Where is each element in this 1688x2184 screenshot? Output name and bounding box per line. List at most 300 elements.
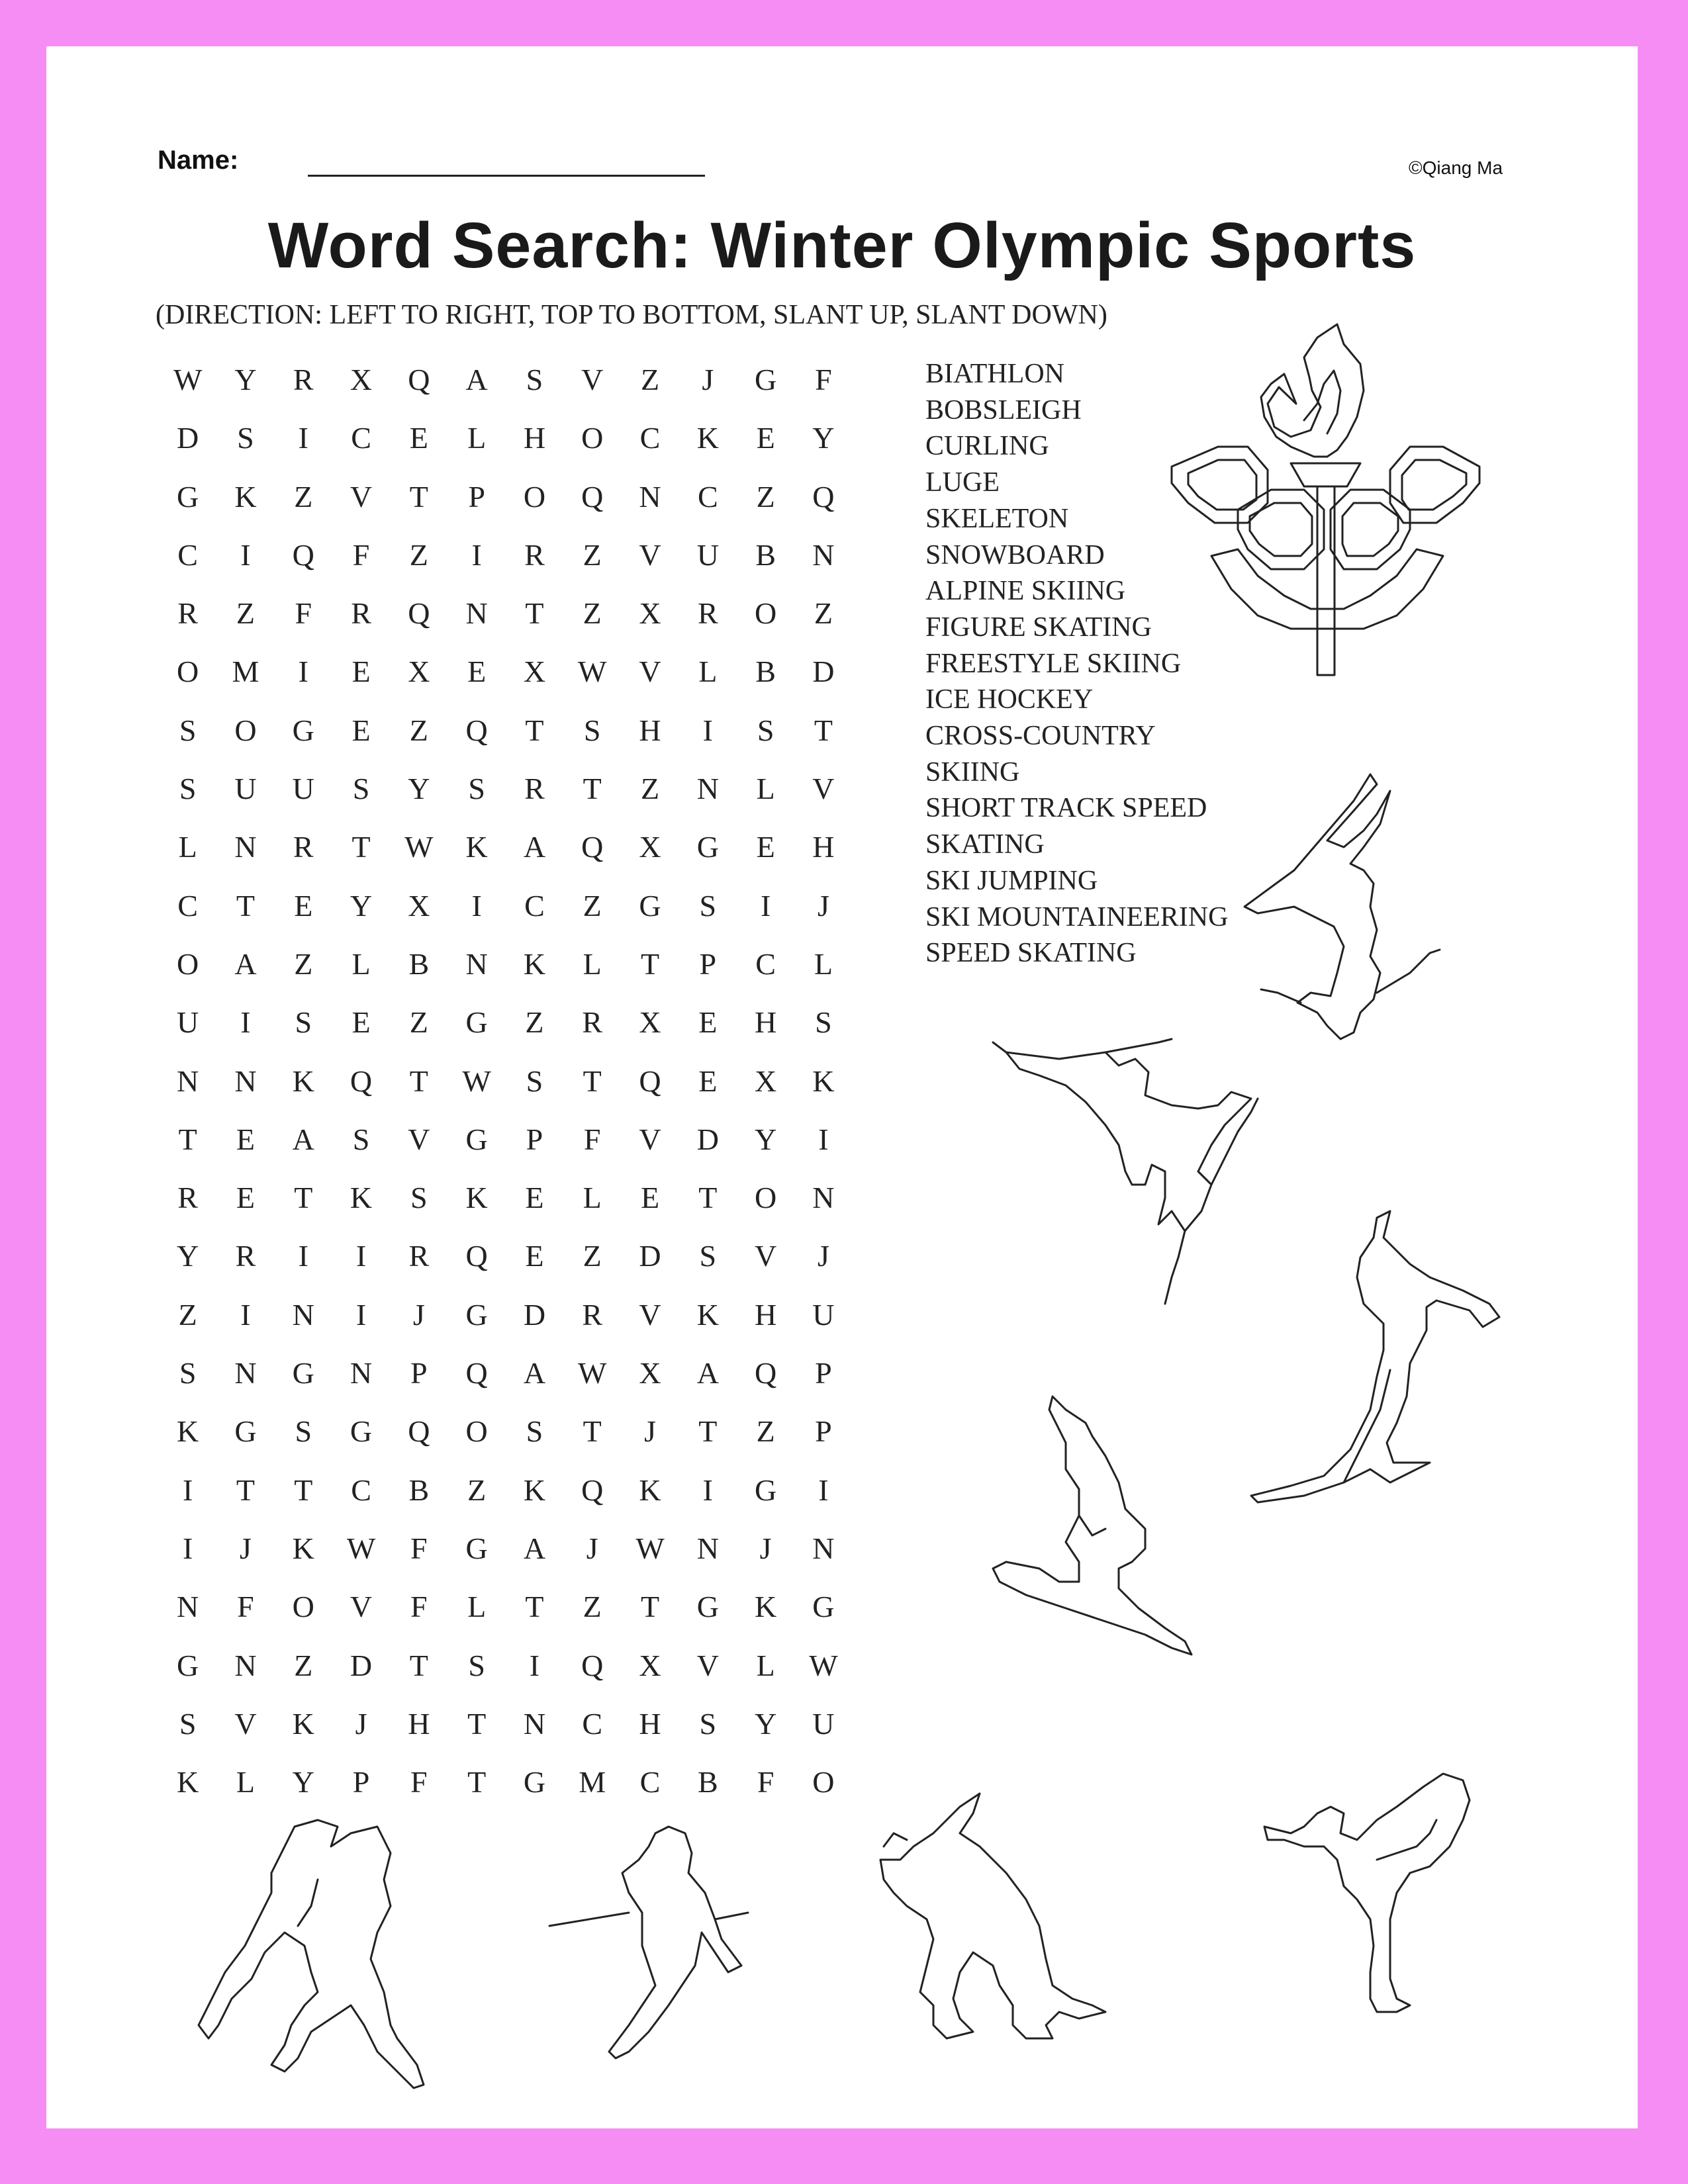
grid-letter[interactable]: Z [409, 537, 428, 572]
grid-letter[interactable]: J [702, 363, 714, 396]
grid-letter[interactable]: S [179, 713, 197, 747]
grid-letter[interactable]: K [696, 1297, 719, 1332]
grid-letter[interactable]: Z [294, 946, 313, 981]
grid-letter[interactable]: Y [812, 421, 835, 455]
grid-letter[interactable]: J [355, 1706, 367, 1741]
grid-letter[interactable]: C [582, 1706, 603, 1741]
grid-letter[interactable]: O [812, 1765, 835, 1799]
grid-letter[interactable]: O [177, 946, 199, 981]
grid-letter[interactable]: S [699, 1239, 717, 1273]
grid-letter[interactable]: N [639, 479, 661, 514]
grid-letter[interactable]: V [581, 363, 604, 396]
grid-letter[interactable]: T [583, 1064, 602, 1098]
grid-letter[interactable]: G [292, 1356, 314, 1390]
grid-letter[interactable]: B [755, 655, 776, 689]
grid-letter[interactable]: S [815, 1005, 832, 1040]
grid-letter[interactable]: S [295, 1414, 312, 1449]
grid-letter[interactable]: W [809, 1648, 838, 1682]
grid-letter[interactable]: R [177, 596, 198, 631]
grid-letter[interactable]: H [639, 713, 661, 747]
grid-letter[interactable]: H [755, 1297, 777, 1332]
grid-letter[interactable]: N [812, 1531, 835, 1565]
grid-letter[interactable]: T [640, 946, 660, 981]
grid-letter[interactable]: Z [178, 1297, 197, 1332]
grid-letter[interactable]: X [639, 1648, 661, 1682]
grid-letter[interactable]: Q [581, 479, 604, 514]
grid-letter[interactable]: R [293, 830, 314, 864]
grid-letter[interactable]: N [465, 946, 488, 981]
grid-letter[interactable]: F [757, 1765, 774, 1799]
grid-letter[interactable]: A [234, 946, 257, 981]
grid-letter[interactable]: K [639, 1473, 661, 1507]
grid-letter[interactable]: U [812, 1297, 835, 1332]
grid-letter[interactable]: F [410, 1765, 428, 1799]
grid-letter[interactable]: Q [581, 1648, 604, 1682]
grid-letter[interactable]: C [177, 537, 198, 572]
grid-letter[interactable]: I [818, 1473, 829, 1507]
grid-letter[interactable]: R [177, 1181, 198, 1215]
grid-letter[interactable]: Z [814, 596, 833, 631]
grid-letter[interactable]: N [812, 537, 835, 572]
grid-letter[interactable]: U [812, 1706, 835, 1741]
grid-letter[interactable]: Y [177, 1239, 199, 1273]
grid-letter[interactable]: U [234, 772, 257, 806]
grid-letter[interactable]: Z [583, 596, 602, 631]
grid-letter[interactable]: P [352, 1765, 370, 1799]
grid-letter[interactable]: P [526, 1122, 543, 1156]
grid-letter[interactable]: O [755, 1181, 777, 1215]
grid-letter[interactable]: Z [583, 1590, 602, 1624]
grid-letter[interactable]: N [234, 830, 257, 864]
grid-letter[interactable]: C [755, 946, 776, 981]
grid-letter[interactable]: Q [581, 1473, 604, 1507]
grid-letter[interactable]: E [352, 655, 371, 689]
grid-letter[interactable]: W [578, 655, 607, 689]
grid-letter[interactable]: R [524, 537, 545, 572]
grid-letter[interactable]: T [409, 1064, 428, 1098]
grid-letter[interactable]: V [755, 1239, 777, 1273]
grid-letter[interactable]: M [232, 655, 259, 689]
grid-letter[interactable]: Z [409, 1005, 428, 1040]
grid-letter[interactable]: R [235, 1239, 256, 1273]
grid-letter[interactable]: S [237, 421, 254, 455]
grid-letter[interactable]: I [298, 1239, 308, 1273]
grid-letter[interactable]: I [471, 537, 482, 572]
grid-letter[interactable]: V [234, 1706, 257, 1741]
grid-letter[interactable]: G [812, 1590, 835, 1624]
grid-letter[interactable]: D [177, 421, 199, 455]
grid-letter[interactable]: G [639, 888, 661, 923]
grid-letter[interactable]: L [178, 830, 197, 864]
grid-letter[interactable]: O [581, 421, 604, 455]
grid-letter[interactable]: V [639, 1297, 661, 1332]
grid-letter[interactable]: E [467, 655, 487, 689]
grid-letter[interactable]: T [467, 1765, 487, 1799]
grid-letter[interactable]: G [234, 1414, 257, 1449]
grid-letter[interactable]: Z [756, 1414, 775, 1449]
grid-letter[interactable]: S [526, 1414, 543, 1449]
grid-letter[interactable]: P [815, 1414, 832, 1449]
grid-letter[interactable]: Y [350, 888, 373, 923]
grid-letter[interactable]: Z [583, 888, 602, 923]
grid-letter[interactable]: G [465, 1531, 488, 1565]
grid-letter[interactable]: G [523, 1765, 546, 1799]
grid-letter[interactable]: J [239, 1531, 252, 1565]
grid-letter[interactable]: S [179, 1356, 197, 1390]
grid-letter[interactable]: F [815, 363, 832, 396]
grid-letter[interactable]: Z [236, 596, 255, 631]
grid-letter[interactable]: H [812, 830, 835, 864]
grid-letter[interactable]: G [177, 479, 199, 514]
grid-letter[interactable]: E [352, 713, 371, 747]
grid-letter[interactable]: L [467, 421, 487, 455]
grid-letter[interactable]: Q [465, 1356, 488, 1390]
grid-letter[interactable]: M [579, 1765, 606, 1799]
grid-letter[interactable]: Z [294, 479, 313, 514]
grid-letter[interactable]: T [294, 1181, 313, 1215]
grid-letter[interactable]: L [583, 946, 602, 981]
grid-letter[interactable]: O [523, 479, 546, 514]
grid-letter[interactable]: Z [409, 713, 428, 747]
grid-letter[interactable]: I [240, 1005, 251, 1040]
grid-letter[interactable]: T [236, 1473, 255, 1507]
grid-letter[interactable]: T [640, 1590, 660, 1624]
grid-letter[interactable]: U [696, 537, 719, 572]
grid-letter[interactable]: P [468, 479, 485, 514]
grid-letter[interactable]: K [696, 421, 719, 455]
grid-letter[interactable]: X [408, 655, 430, 689]
grid-letter[interactable]: F [237, 1590, 254, 1624]
grid-letter[interactable]: A [696, 1356, 719, 1390]
grid-letter[interactable]: T [814, 713, 833, 747]
grid-letter[interactable]: H [408, 1706, 430, 1741]
grid-letter[interactable]: I [702, 1473, 713, 1507]
grid-letter[interactable]: L [467, 1590, 487, 1624]
grid-letter[interactable]: D [696, 1122, 719, 1156]
grid-letter[interactable]: J [817, 888, 829, 923]
grid-letter[interactable]: Q [581, 830, 604, 864]
grid-letter[interactable]: X [523, 655, 546, 689]
grid-letter[interactable]: S [410, 1181, 428, 1215]
grid-letter[interactable]: J [644, 1414, 656, 1449]
grid-letter[interactable]: N [234, 1648, 257, 1682]
grid-letter[interactable]: Z [640, 772, 660, 806]
grid-letter[interactable]: I [240, 1297, 251, 1332]
grid-letter[interactable]: S [757, 713, 774, 747]
grid-letter[interactable]: B [408, 1473, 430, 1507]
grid-letter[interactable]: L [756, 772, 775, 806]
grid-letter[interactable]: L [698, 655, 718, 689]
grid-letter[interactable]: Q [292, 537, 314, 572]
grid-letter[interactable]: R [293, 363, 314, 396]
grid-letter[interactable]: I [240, 537, 251, 572]
grid-letter[interactable]: K [292, 1706, 314, 1741]
grid-letter[interactable]: U [292, 772, 314, 806]
grid-letter[interactable]: F [410, 1590, 428, 1624]
grid-letter[interactable]: C [639, 1765, 661, 1799]
grid-letter[interactable]: K [465, 1181, 488, 1215]
grid-letter[interactable]: V [408, 1122, 430, 1156]
grid-letter[interactable]: V [350, 479, 373, 514]
grid-letter[interactable]: L [236, 1765, 255, 1799]
grid-letter[interactable]: Q [465, 1239, 488, 1273]
grid-letter[interactable]: K [755, 1590, 777, 1624]
grid-letter[interactable]: C [639, 421, 661, 455]
grid-letter[interactable]: R [408, 1239, 430, 1273]
grid-letter[interactable]: H [523, 421, 546, 455]
grid-letter[interactable]: Z [583, 537, 602, 572]
grid-letter[interactable]: C [351, 1473, 371, 1507]
grid-letter[interactable]: V [639, 655, 661, 689]
grid-letter[interactable]: T [409, 1648, 428, 1682]
grid-letter[interactable]: C [351, 421, 371, 455]
grid-letter[interactable]: O [177, 655, 199, 689]
grid-letter[interactable]: I [298, 421, 308, 455]
grid-letter[interactable]: B [697, 1765, 718, 1799]
grid-letter[interactable]: T [525, 713, 544, 747]
grid-letter[interactable]: T [698, 1181, 718, 1215]
grid-letter[interactable]: O [755, 596, 777, 631]
grid-letter[interactable]: K [812, 1064, 835, 1098]
grid-letter[interactable]: W [578, 1356, 607, 1390]
grid-letter[interactable]: S [352, 1122, 370, 1156]
grid-letter[interactable]: G [696, 830, 719, 864]
grid-letter[interactable]: J [586, 1531, 598, 1565]
grid-letter[interactable]: I [529, 1648, 540, 1682]
grid-letter[interactable]: E [698, 1064, 718, 1098]
grid-letter[interactable]: D [639, 1239, 661, 1273]
grid-letter[interactable]: S [526, 363, 543, 396]
grid-letter[interactable]: X [350, 363, 373, 396]
grid-letter[interactable]: K [177, 1414, 199, 1449]
grid-letter[interactable]: L [352, 946, 371, 981]
grid-letter[interactable]: Q [812, 479, 835, 514]
grid-letter[interactable]: O [234, 713, 257, 747]
grid-letter[interactable]: S [295, 1005, 312, 1040]
grid-letter[interactable]: X [639, 1005, 661, 1040]
grid-letter[interactable]: L [814, 946, 833, 981]
grid-letter[interactable]: I [355, 1297, 367, 1332]
grid-letter[interactable]: E [756, 421, 775, 455]
grid-letter[interactable]: E [525, 1181, 544, 1215]
grid-letter[interactable]: F [352, 537, 370, 572]
grid-letter[interactable]: L [583, 1181, 602, 1215]
grid-letter[interactable]: C [524, 888, 545, 923]
grid-letter[interactable]: S [468, 772, 485, 806]
grid-letter[interactable]: Y [755, 1122, 777, 1156]
grid-letter[interactable]: C [177, 888, 198, 923]
grid-letter[interactable]: N [177, 1590, 199, 1624]
grid-letter[interactable]: Q [755, 1356, 777, 1390]
grid-letter[interactable]: S [699, 1706, 717, 1741]
grid-letter[interactable]: G [465, 1297, 488, 1332]
grid-letter[interactable]: A [523, 1356, 546, 1390]
grid-letter[interactable]: I [471, 888, 482, 923]
grid-letter[interactable]: K [292, 1531, 314, 1565]
grid-letter[interactable]: D [523, 1297, 546, 1332]
grid-letter[interactable]: A [523, 830, 546, 864]
grid-letter[interactable]: A [523, 1531, 546, 1565]
grid-letter[interactable]: P [410, 1356, 428, 1390]
grid-letter[interactable]: B [408, 946, 430, 981]
grid-letter[interactable]: S [526, 1064, 543, 1098]
grid-letter[interactable]: Q [350, 1064, 373, 1098]
grid-letter[interactable]: Q [408, 1414, 430, 1449]
grid-letter[interactable]: N [292, 1297, 314, 1332]
grid-letter[interactable]: R [351, 596, 371, 631]
grid-letter[interactable]: K [523, 946, 546, 981]
grid-letter[interactable]: I [355, 1239, 367, 1273]
grid-letter[interactable]: I [818, 1122, 829, 1156]
grid-letter[interactable]: E [236, 1181, 255, 1215]
grid-letter[interactable]: T [467, 1706, 487, 1741]
grid-letter[interactable]: I [182, 1531, 193, 1565]
grid-letter[interactable]: Q [408, 363, 430, 396]
grid-letter[interactable]: G [755, 1473, 777, 1507]
grid-letter[interactable]: T [698, 1414, 718, 1449]
grid-letter[interactable]: Y [292, 1765, 314, 1799]
grid-letter[interactable]: X [639, 1356, 661, 1390]
grid-letter[interactable]: S [179, 1706, 197, 1741]
grid-letter[interactable]: I [760, 888, 771, 923]
grid-letter[interactable]: T [236, 888, 255, 923]
grid-letter[interactable]: K [350, 1181, 373, 1215]
grid-letter[interactable]: L [756, 1648, 775, 1682]
grid-letter[interactable]: N [523, 1706, 546, 1741]
grid-letter[interactable]: Z [467, 1473, 487, 1507]
grid-letter[interactable]: Y [234, 363, 257, 396]
grid-letter[interactable]: W [404, 830, 434, 864]
grid-letter[interactable]: X [755, 1064, 777, 1098]
grid-letter[interactable]: K [523, 1473, 546, 1507]
grid-letter[interactable]: G [465, 1122, 488, 1156]
grid-letter[interactable]: D [812, 655, 835, 689]
grid-letter[interactable]: T [409, 479, 428, 514]
grid-letter[interactable]: X [639, 830, 661, 864]
grid-letter[interactable]: V [639, 1122, 661, 1156]
grid-letter[interactable]: N [812, 1181, 835, 1215]
grid-letter[interactable]: I [182, 1473, 193, 1507]
grid-letter[interactable]: V [696, 1648, 719, 1682]
grid-letter[interactable]: W [462, 1064, 491, 1098]
grid-letter[interactable]: O [465, 1414, 488, 1449]
grid-letter[interactable]: K [177, 1765, 199, 1799]
grid-letter[interactable]: W [173, 363, 203, 396]
grid-letter[interactable]: V [350, 1590, 373, 1624]
grid-letter[interactable]: E [640, 1181, 660, 1215]
grid-letter[interactable]: H [755, 1005, 777, 1040]
grid-letter[interactable]: V [812, 772, 835, 806]
grid-letter[interactable]: Z [756, 479, 775, 514]
grid-letter[interactable]: O [292, 1590, 314, 1624]
grid-letter[interactable]: F [295, 596, 312, 631]
grid-letter[interactable]: F [410, 1531, 428, 1565]
grid-letter[interactable]: G [755, 363, 777, 396]
grid-letter[interactable]: T [178, 1122, 197, 1156]
grid-letter[interactable]: Q [639, 1064, 661, 1098]
grid-letter[interactable]: T [525, 1590, 544, 1624]
grid-letter[interactable]: Z [525, 1005, 544, 1040]
grid-letter[interactable]: W [635, 1531, 665, 1565]
grid-letter[interactable]: G [696, 1590, 719, 1624]
grid-letter[interactable]: G [177, 1648, 199, 1682]
grid-letter[interactable]: E [698, 1005, 718, 1040]
grid-letter[interactable]: N [234, 1064, 257, 1098]
grid-letter[interactable]: R [524, 772, 545, 806]
grid-letter[interactable]: J [759, 1531, 772, 1565]
grid-letter[interactable]: T [294, 1473, 313, 1507]
grid-letter[interactable]: Z [583, 1239, 602, 1273]
grid-letter[interactable]: F [583, 1122, 601, 1156]
grid-letter[interactable]: A [292, 1122, 314, 1156]
grid-letter[interactable]: R [697, 596, 718, 631]
grid-letter[interactable]: J [412, 1297, 425, 1332]
grid-letter[interactable]: J [817, 1239, 829, 1273]
grid-letter[interactable]: E [236, 1122, 255, 1156]
grid-letter[interactable]: G [350, 1414, 373, 1449]
grid-letter[interactable]: E [525, 1239, 544, 1273]
grid-letter[interactable]: R [582, 1005, 603, 1040]
grid-letter[interactable]: S [583, 713, 601, 747]
grid-letter[interactable]: S [352, 772, 370, 806]
grid-letter[interactable]: A [465, 363, 488, 396]
grid-letter[interactable]: B [755, 537, 776, 572]
grid-letter[interactable]: T [583, 1414, 602, 1449]
grid-letter[interactable]: K [292, 1064, 314, 1098]
grid-letter[interactable]: N [696, 772, 719, 806]
grid-letter[interactable]: S [179, 772, 197, 806]
grid-letter[interactable]: D [350, 1648, 373, 1682]
grid-letter[interactable]: N [350, 1356, 373, 1390]
grid-letter[interactable]: E [294, 888, 313, 923]
grid-letter[interactable]: I [298, 655, 308, 689]
grid-letter[interactable]: Q [465, 713, 488, 747]
grid-letter[interactable]: K [465, 830, 488, 864]
grid-letter[interactable]: X [408, 888, 430, 923]
grid-letter[interactable]: Z [294, 1648, 313, 1682]
grid-letter[interactable]: Q [408, 596, 430, 631]
grid-letter[interactable]: Y [755, 1706, 777, 1741]
grid-letter[interactable]: X [639, 596, 661, 631]
grid-letter[interactable]: E [756, 830, 775, 864]
grid-letter[interactable]: N [696, 1531, 719, 1565]
grid-letter[interactable]: N [465, 596, 488, 631]
grid-letter[interactable]: Y [408, 772, 430, 806]
grid-letter[interactable]: N [177, 1064, 199, 1098]
grid-letter[interactable]: T [525, 596, 544, 631]
grid-letter[interactable]: R [582, 1297, 603, 1332]
grid-letter[interactable]: K [234, 479, 257, 514]
grid-letter[interactable]: Z [640, 363, 660, 396]
grid-letter[interactable]: C [697, 479, 718, 514]
grid-letter[interactable]: S [699, 888, 717, 923]
grid-letter[interactable]: G [292, 713, 314, 747]
grid-letter[interactable]: W [346, 1531, 376, 1565]
grid-letter[interactable]: T [352, 830, 371, 864]
grid-letter[interactable]: E [409, 421, 428, 455]
grid-letter[interactable]: G [465, 1005, 488, 1040]
grid-letter[interactable]: I [702, 713, 713, 747]
grid-letter[interactable]: S [468, 1648, 485, 1682]
grid-letter[interactable]: P [699, 946, 717, 981]
grid-letter[interactable]: T [583, 772, 602, 806]
grid-letter[interactable]: N [234, 1356, 257, 1390]
grid-letter[interactable]: E [352, 1005, 371, 1040]
grid-letter[interactable]: V [639, 537, 661, 572]
grid-letter[interactable]: U [177, 1005, 199, 1040]
grid-letter[interactable]: H [639, 1706, 661, 1741]
grid-letter[interactable]: P [815, 1356, 832, 1390]
